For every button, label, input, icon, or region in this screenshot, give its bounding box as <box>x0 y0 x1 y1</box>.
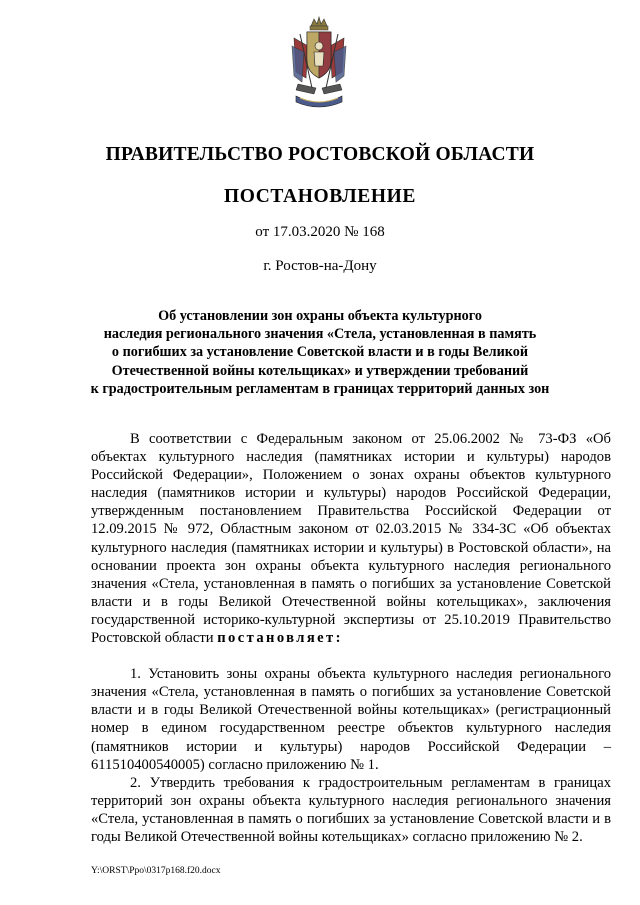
subject-line: Отечественной войны котельщиках» и утверждении требований <box>111 362 529 379</box>
government-title: ПРАВИТЕЛЬСТВО РОСТОВСКОЙ ОБЛАСТИ <box>105 144 535 165</box>
document-body <box>91 430 611 846</box>
item-1-paragraph: 1. Установить зоны охраны объекта культурного наследия регионального значения «Стела, установленная в память о погибших за установление Советской власти и в годы Великой Отечественной войны котельщиках» (регистрационный номер в едином государственном реестре объектов культурного наследия (памятников истории и культуры) народов Российской Федерации – 611510400540005) согласно приложению № 1. <box>91 666 611 773</box>
document-type: ПОСТАНОВЛЕНИЕ <box>223 186 417 207</box>
preamble-text: В соответствии с Федеральным законом от 25.06.2002 № 73-ФЗ «Об объектах культурного наследия (памятниках истории и культуры) народов Российской Федерации», Положением о зонах охраны объектов культурного наследия (памятников истории и культуры) народов Российской Федерации, утвержденным постановлением Правительства Российской Федерации от 12.09.2015 № 972, Областным законом от 02.03.2015 № 334-ЗС «Об объектах культурного наследия (памятниках истории и культуры) в Ростовской области», на основании проекта зон охраны объекта культурного наследия регионального значения «Стела, установленная в память о погибших за установление Советской власти и в годы Великой Отечественной войны котельщиках», заключения государственной историко-культурной экспертизы от 25.10.2019 Правительство Ростовской области <box>91 431 611 647</box>
date-number: от 17.03.2020 № 168 <box>255 224 385 240</box>
paragraph-spacer <box>91 647 611 665</box>
subject-line: о погибших за установление Советской власти и в годы Великой <box>111 344 529 361</box>
file-path: Y:\ORST\Ppo\0317p168.f20.docx <box>91 866 221 876</box>
subject-line: к градостроительным регламентам в границах территорий данных зон <box>90 380 550 397</box>
subject-line: наследия регионального значения «Стела, установленная в память <box>103 326 537 343</box>
subject-line: Об установлении зон охраны объекта культурного <box>158 308 482 324</box>
city: г. Ростов-на-Дону <box>263 258 377 274</box>
item-2-paragraph: 2. Утвердить требования к градостроительным регламентам в границах территорий зон охраны объекта культурного наследия регионального значения «Стела, установленная в память о погибших за установление Советской власти и в годы Великой Отечественной войны котельщиках» согласно приложению № 2. <box>91 774 611 845</box>
coat-of-arms-icon <box>290 16 348 112</box>
preamble-paragraph <box>91 430 611 647</box>
document-subject <box>90 307 550 398</box>
decree-word: постановляет: <box>217 630 343 647</box>
